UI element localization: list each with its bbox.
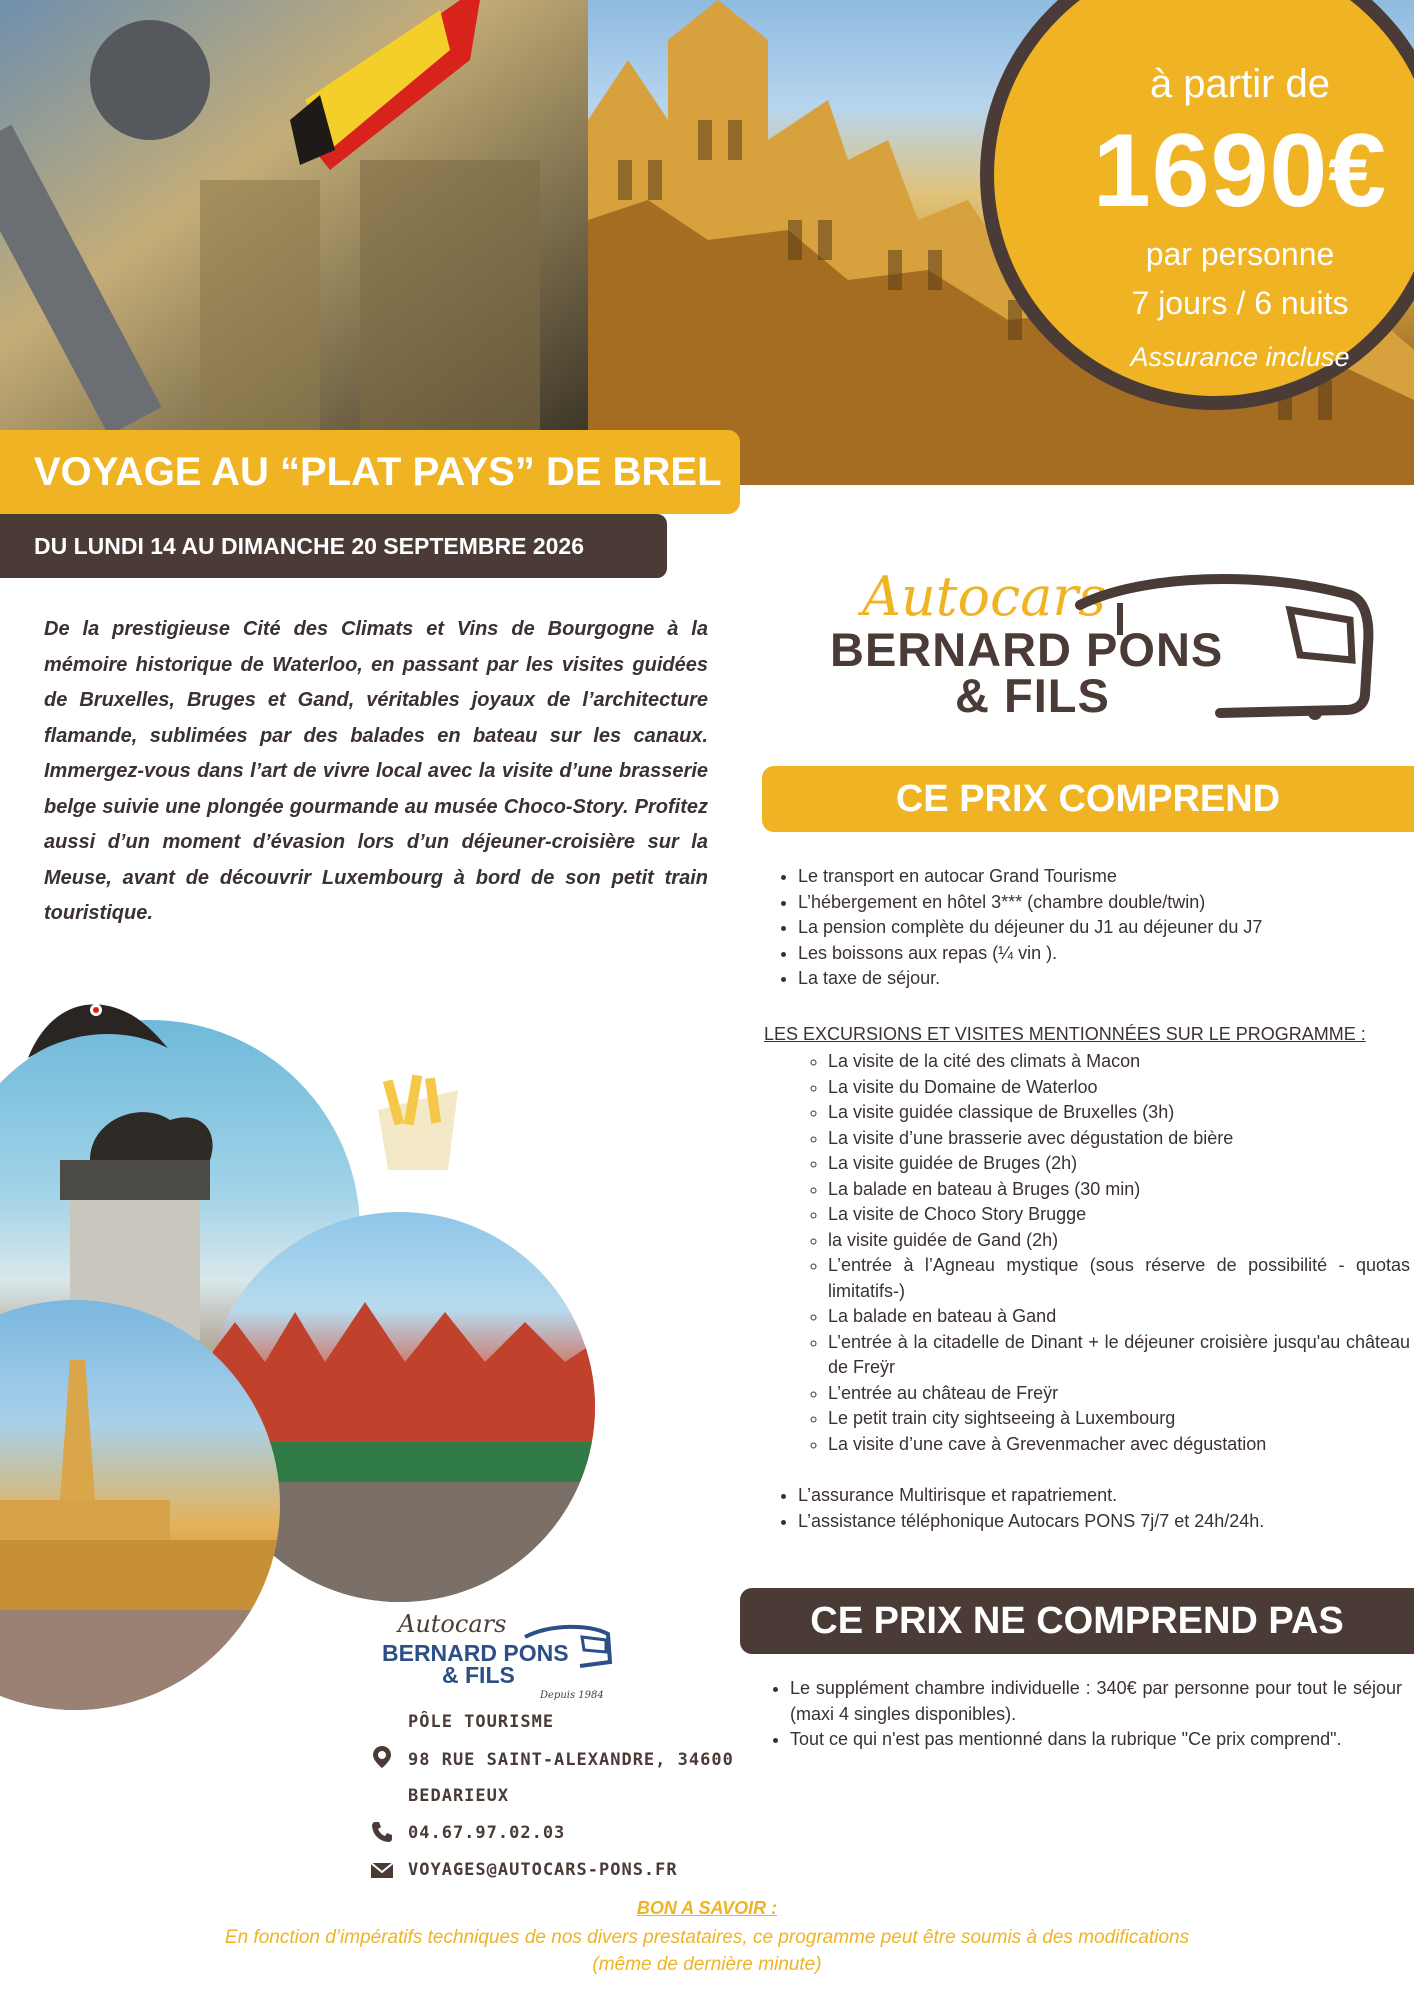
excursion-item: ◦ L’entrée à la citadelle de Dinant + le déjeuner croisière jusqu'au château de Freÿr: [828, 1330, 1410, 1381]
price-per-person: par personne: [1145, 236, 1335, 272]
included-item: • La taxe de séjour.: [798, 966, 1396, 992]
included-item: • La pension complète du déjeuner du J1 au déjeuner du J7: [798, 915, 1396, 941]
excursion-item: ◦ La visite de la cité des climats à Macon: [828, 1049, 1410, 1075]
included-item: • Le transport en autocar Grand Tourisme: [798, 864, 1396, 890]
included-item: • L’hébergement en hôtel 3*** (chambre double/twin): [798, 890, 1396, 916]
footer-line1: En fonction d’impératifs techniques de nos divers prestataires, ce programme peut être soumis à des modifications: [224, 1927, 1190, 1948]
contact-address-line2: BEDARIEUX: [408, 1786, 510, 1806]
fries-icon: [358, 1070, 478, 1180]
contact-logo-suffix: & FILS: [442, 1662, 515, 1688]
excursion-item: ◦ La visite du Domaine de Waterloo: [828, 1075, 1410, 1101]
excursion-item: ◦ la visite guidée de Gand (2h): [828, 1228, 1410, 1254]
contact-department: PÔLE TOURISME: [408, 1712, 555, 1732]
excursion-item: ◦ La visite guidée de Bruges (2h): [828, 1151, 1410, 1177]
phone-icon: [370, 1820, 394, 1844]
intro-paragraph: De la prestigieuse Cité des Climats et Vins de Bourgogne à la mémoire historique de Waterloo, en passant par les visites guidées de Bruxelles, Bruges et Gand, véritables joyaux de l’architecture flamande, sublimées par des balades en bateau sur les canaux. Immergez-vous dans l’art de vivre local avec la visite d’une brasserie belge suivie une plongée gourmande au musée Choco-Story. Profitez aussi d’un moment d’évasion lors d’un déjeuner-croisière sur la Meuse, avant de découvrir Luxembourg à bord de son petit train touristique.: [44, 618, 708, 924]
trip-duration: 7 jours / 6 nuits: [1131, 285, 1349, 321]
logo-script-text: Autocars: [862, 565, 1106, 628]
excursions-title: LES EXCURSIONS ET VISITES MENTIONNÉES SUR LE PROGRAMME :: [764, 1024, 1366, 1044]
included-extra-item: • L’assistance téléphonique Autocars PONS 7j/7 et 24h/24h.: [798, 1509, 1396, 1535]
footer-text: [0, 1924, 1414, 1978]
not-included-header: CE PRIX NE COMPREND PAS: [740, 1588, 1414, 1654]
included-header: CE PRIX COMPREND: [762, 766, 1414, 832]
map-pin-icon: [370, 1745, 394, 1769]
excursion-item: ◦ La visite guidée classique de Bruxelles (3h): [828, 1100, 1410, 1126]
excursion-item: ◦ La visite d’une cave à Grevenmacher avec dégustation: [828, 1432, 1410, 1458]
logo-company-name: BERNARD PONS: [830, 623, 1224, 676]
excursion-item: ◦ La balade en bateau à Gand: [828, 1304, 1410, 1330]
trip-dates: DU LUNDI 14 AU DIMANCHE 20 SEPTEMBRE 2026: [0, 514, 667, 578]
included-extra-list: [776, 1483, 1396, 1534]
excursion-item: ◦ La visite d’une brasserie avec dégustation de bière: [828, 1126, 1410, 1152]
included-list: [776, 864, 1396, 992]
footer-line2: (même de dernière minute): [592, 1954, 822, 1975]
contact-logo-name: BERNARD PONS: [382, 1640, 569, 1666]
not-included-item: • Tout ce qui n'est pas mentionné dans la rubrique "Ce prix comprend".: [790, 1727, 1402, 1753]
bus-logo-icon: [1060, 565, 1380, 720]
included-extra-item: • L’assurance Multirisque et rapatriement.: [798, 1483, 1396, 1509]
contact-phone[interactable]: 04.67.97.02.03: [408, 1823, 566, 1843]
contact-address-line1: 98 RUE SAINT-ALEXANDRE, 34600: [408, 1750, 734, 1770]
excursions-list: [800, 1049, 1410, 1457]
not-included-item: • Le supplément chambre individuelle : 340€ par personne pour tout le séjour (maxi 4 singles disponibles).: [790, 1676, 1402, 1727]
price-prefix: à partir de: [1149, 62, 1331, 106]
excursion-item: ◦ La visite de Choco Story Brugge: [828, 1202, 1410, 1228]
contact-email[interactable]: VOYAGES@AUTOCARS-PONS.FR: [408, 1860, 678, 1880]
contact-bus-logo-icon: [520, 1622, 615, 1672]
price-value: 1690€: [1092, 113, 1388, 229]
contact-logo-script: Autocars: [398, 1610, 507, 1638]
excursion-item: ◦ L’entrée au château de Freÿr: [828, 1381, 1410, 1407]
bicorne-hat-icon: [18, 988, 168, 1068]
trip-title: VOYAGE AU “PLAT PAYS” DE BREL: [0, 430, 740, 514]
included-item: • Les boissons aux repas (¼ vin ).: [798, 941, 1396, 967]
not-included-list: [768, 1676, 1402, 1753]
envelope-icon: [370, 1858, 394, 1882]
insurance-note: Assurance incluse: [1130, 342, 1350, 372]
logo-company-suffix: & FILS: [955, 669, 1110, 722]
contact-logo-since: Depuis 1984: [540, 1690, 604, 1701]
excursion-item: ◦ La balade en bateau à Bruges (30 min): [828, 1177, 1410, 1203]
excursion-item: ◦ L’entrée à l’Agneau mystique (sous réserve de possibilité - quotas limitatifs-): [828, 1253, 1410, 1304]
footer-title: BON A SAVOIR :: [636, 1898, 778, 1918]
excursion-item: ◦ Le petit train city sightseeing à Luxembourg: [828, 1406, 1410, 1432]
photo-brussels-flag: [0, 0, 588, 430]
